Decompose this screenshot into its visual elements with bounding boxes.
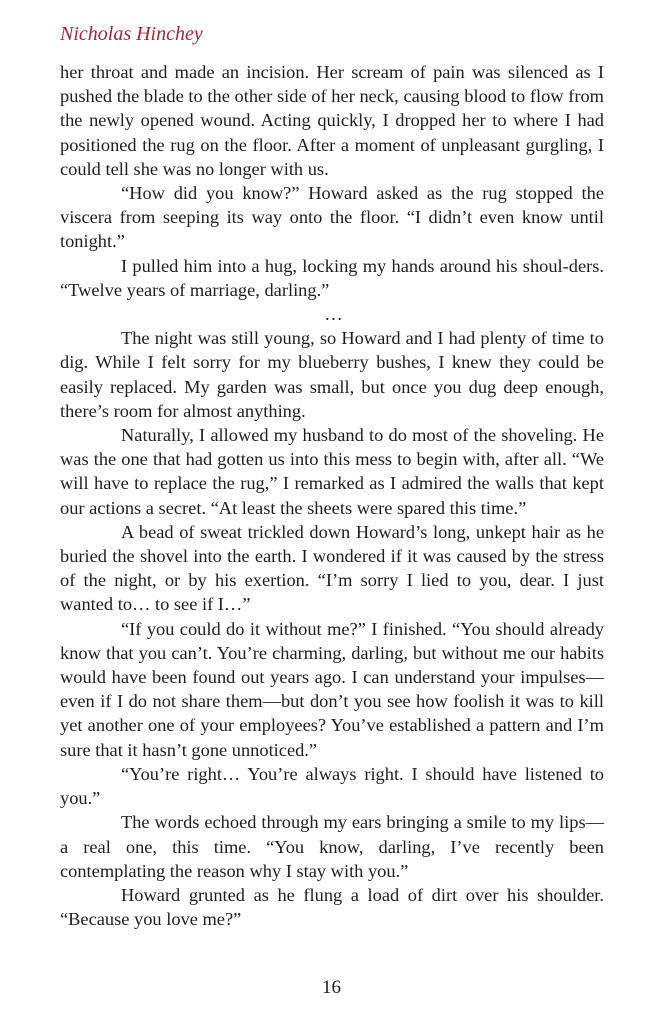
paragraph: “If you could do it without me?” I finished. “You should already know that you can’t. You’re charming, darling, but without me our habits would have been found out years ago. I can understand your impulses—even if I do not share them—but don’t you see how foolish it was to kill yet another one of your employees? You’ve established a pattern and I’m sure that it hasn’t gone unnoticed.”: [60, 618, 604, 760]
paragraph: I pulled him into a hug, locking my hands around his shoul-ders. “Twelve years of marriage, darling.”: [60, 255, 604, 300]
paragraph: Naturally, I allowed my husband to do most of the shoveling. He was the one that had gotten us into this mess to begin with, after all. “We will have to replace the rug,” I remarked as I admired the walls that kept our actions a secret. “At least the sheets were spared this time.”: [60, 425, 604, 518]
paragraph: “How did you know?” Howard asked as the rug stopped the viscera from seeping its way onto the floor. “I didn’t even know until tonight.”: [60, 183, 604, 252]
running-head-author: Nicholas Hinchey: [60, 23, 203, 45]
paragraph: The night was still young, so Howard and I had plenty of time to dig. While I felt sorry for my blueberry bushes, I knew they could be easily replaced. My garden was small, but once you dug deep enough, there’s room for almost anything.: [60, 328, 604, 421]
page-body: [60, 60, 604, 931]
paragraph: her throat and made an incision. Her scream of pain was silenced as I pushed the blade to the other side of her neck, causing blood to flow from the newly opened wound. Acting quickly, I dropped her to where I had positioned the rug on the floor. After a moment of unpleasant gurgling, I could tell she was no longer with us.: [60, 62, 604, 179]
paragraph: Howard grunted as he flung a load of dirt over his shoulder. “Because you love me?”: [60, 884, 604, 930]
scene-break: …: [324, 304, 343, 325]
paragraph: The words echoed through my ears bringing a smile to my lips— a real one, this time. “You know, darling, I’ve recently been contemplating the reason why I stay with you.”: [60, 812, 604, 881]
paragraph: “You’re right… You’re always right. I should have listened to you.”: [60, 763, 604, 809]
page-number: 16: [322, 977, 341, 998]
paragraph: A bead of sweat trickled down Howard’s long, unkept hair as he buried the shovel into the earth. I wondered if it was caused by the stress of the night, or by his exertion. “I’m sorry I lied to you, dear. I just wanted to… to see if I…”: [60, 521, 604, 615]
